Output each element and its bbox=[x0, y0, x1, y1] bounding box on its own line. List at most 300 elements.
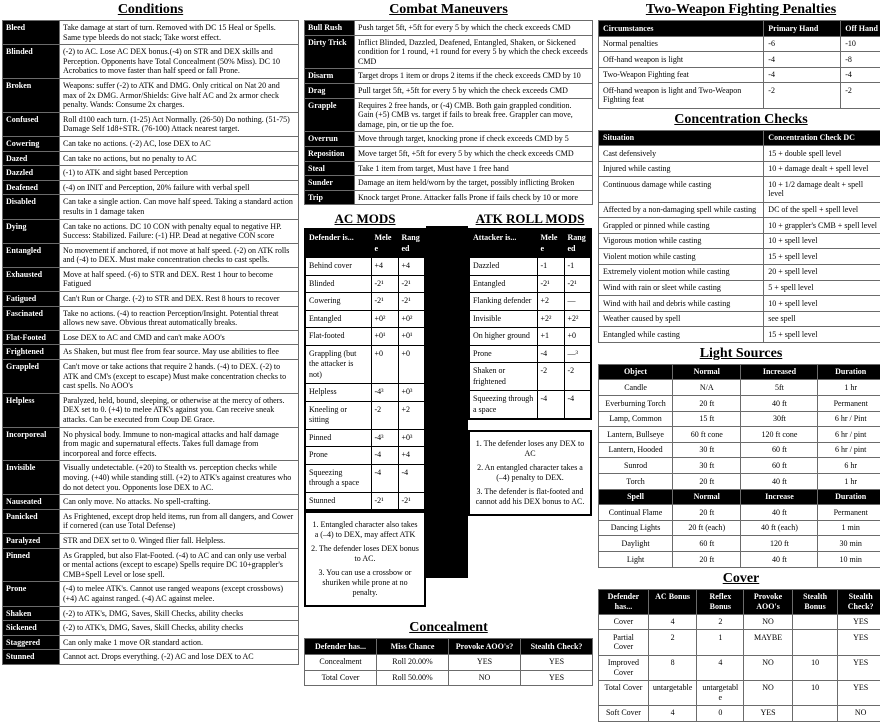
footnote: 2. An entangled character takes a (–4) penalty to DEX. bbox=[474, 463, 586, 483]
maneuver-name: Sunder bbox=[305, 176, 355, 191]
light-normal: 60 ft bbox=[673, 536, 741, 552]
light-normal: N/A bbox=[673, 380, 741, 396]
miss-chance: Roll 20.00% bbox=[377, 654, 449, 670]
melee-mod: -4 bbox=[537, 345, 564, 363]
table-row bbox=[305, 384, 425, 402]
table-row bbox=[599, 474, 880, 490]
header-row bbox=[305, 639, 593, 655]
column-header: Stealth Bonus bbox=[792, 589, 838, 614]
check-dc: 10 + damage dealt + spell level bbox=[764, 161, 880, 177]
ranged-mod: +4 bbox=[398, 447, 425, 465]
situation: Grappled or pinned while casting bbox=[599, 218, 764, 234]
ac-bonus: 4 bbox=[648, 614, 696, 630]
light-normal: 15 ft bbox=[673, 411, 741, 427]
melee-mod: -2¹ bbox=[371, 293, 398, 311]
ranged-mod: — bbox=[564, 293, 591, 311]
provoke-aoo: NO bbox=[744, 655, 792, 680]
column-header: Provoke AOO's bbox=[744, 589, 792, 614]
table-row bbox=[3, 533, 299, 548]
table-row bbox=[469, 258, 591, 276]
table-row bbox=[599, 233, 880, 249]
defender-state: Pinned bbox=[305, 429, 371, 447]
light-increased: 30ft bbox=[741, 411, 818, 427]
check-dc: 10 + spell level bbox=[764, 233, 880, 249]
conditions-section bbox=[2, 2, 299, 722]
stealth-check: YES bbox=[521, 670, 593, 686]
condition-name: Dazed bbox=[3, 151, 60, 166]
light-normal: 30 ft bbox=[673, 442, 741, 458]
column-header: Provoke AOO's? bbox=[449, 639, 521, 655]
light-object: Sunrod bbox=[599, 458, 673, 474]
table-row bbox=[469, 391, 591, 420]
atk-mods-table bbox=[468, 228, 592, 420]
table-row bbox=[599, 146, 880, 162]
check-dc: 10 + 1/2 damage dealt + spell level bbox=[764, 177, 880, 202]
table-row bbox=[3, 621, 299, 636]
condition-desc: (-2) to ATK's, DMG, Saves, Skill Checks, ability checks bbox=[60, 606, 299, 621]
condition-desc: Cannot act. Drops everything. (-2) AC and lose DEX to AC bbox=[60, 650, 299, 665]
table-row bbox=[469, 363, 591, 391]
column-header: Duration bbox=[818, 364, 880, 380]
condition-desc: No movement if anchored, if not move at half speed. (-2) on ATK rolls and (-4) to DEX. Must make concentration checks to cast spells. bbox=[60, 243, 299, 267]
melee-mod: -2 bbox=[537, 363, 564, 391]
column-header: Increase bbox=[741, 489, 818, 505]
situation: Extremely violent motion while casting bbox=[599, 264, 764, 280]
table-row bbox=[3, 151, 299, 166]
condition-desc: (-4) on INIT and Perception, 20% failure with verbal spell bbox=[60, 180, 299, 195]
condition-name: Dying bbox=[3, 219, 60, 243]
light-object: Candle bbox=[599, 380, 673, 396]
light-normal: 60 ft cone bbox=[673, 427, 741, 443]
table-row bbox=[305, 83, 593, 98]
table-row bbox=[599, 202, 880, 218]
maneuver-desc: Move through target, knocking prone if check exceeds CMD by 5 bbox=[355, 132, 593, 147]
table-row bbox=[305, 176, 593, 191]
provoke-aoo: NO bbox=[449, 670, 521, 686]
condition-desc: Move at half speed. (-6) to STR and DEX. Rest 1 hour to become Fatigued bbox=[60, 267, 299, 291]
atk-mods-title: ATK ROLL MODS bbox=[468, 211, 592, 226]
condition-desc: STR and DEX set to 0. Winged flier fall. Helpless. bbox=[60, 533, 299, 548]
condition-desc: (-4) to melee ATK's. Cannot use ranged weapons (except crossbows) (+4) AC against ranged. (-4) AC against melee. bbox=[60, 582, 299, 606]
conditions-table bbox=[2, 20, 299, 665]
ranged-mod: +0 bbox=[564, 328, 591, 346]
light-spell: Continual Flame bbox=[599, 505, 673, 521]
light-spell: Dancing Lights bbox=[599, 520, 673, 536]
column-header: Increased bbox=[741, 364, 818, 380]
primary-hand-penalty: -4 bbox=[764, 52, 841, 68]
condition-name: Broken bbox=[3, 78, 60, 112]
melee-mod: -4³ bbox=[371, 384, 398, 402]
maneuver-name: Disarm bbox=[305, 69, 355, 84]
off-hand-penalty: -2 bbox=[841, 83, 880, 108]
table-row bbox=[599, 536, 880, 552]
condition-name: Fascinated bbox=[3, 306, 60, 330]
table-row bbox=[305, 429, 425, 447]
condition-name: Prone bbox=[3, 582, 60, 606]
primary-hand-penalty: -2 bbox=[764, 83, 841, 108]
check-dc: 10 + spell level bbox=[764, 296, 880, 312]
table-row bbox=[305, 146, 593, 161]
cover-type: Cover bbox=[599, 614, 649, 630]
column-header: AC Bonus bbox=[648, 589, 696, 614]
table-row bbox=[3, 330, 299, 345]
column-header: Object bbox=[599, 364, 673, 380]
condition-name: Panicked bbox=[3, 509, 60, 533]
melee-mod: +4 bbox=[371, 258, 398, 276]
ranged-mod: +0¹ bbox=[398, 328, 425, 346]
table-row bbox=[3, 582, 299, 606]
condition-desc: Weapons: suffer (-2) to ATK and DMG. Only critical on Nat 20 and max of 2x DMG. Armor/Shields: Give half AC and 2x armor check penalty. Wands: Consume 2x charges. bbox=[60, 78, 299, 112]
column-header: Spell bbox=[599, 489, 673, 505]
reflex-bonus: untargetable bbox=[697, 680, 744, 705]
ranged-mod: +0³ bbox=[398, 384, 425, 402]
table-row bbox=[3, 495, 299, 510]
table-row bbox=[599, 218, 880, 234]
defender-state: Grappling (but the attacker is not) bbox=[305, 345, 371, 384]
table-row bbox=[599, 655, 880, 680]
header-row bbox=[599, 364, 880, 380]
column-header: Normal bbox=[673, 489, 741, 505]
light-object: Lamp, Common bbox=[599, 411, 673, 427]
light-increased: 40 ft bbox=[741, 396, 818, 412]
condition-desc: As Grappled, but also Flat-Footed. (-4) to AC and can only use verbal or mental actions (except to escape) Spells require DC 10+grappler's CMB+Spell Level or lose spell. bbox=[60, 548, 299, 582]
maneuver-name: Overrun bbox=[305, 132, 355, 147]
ac-bonus: 2 bbox=[648, 630, 696, 655]
table-row bbox=[305, 190, 593, 205]
middle-section bbox=[304, 2, 593, 722]
off-hand-penalty: -10 bbox=[841, 36, 880, 52]
table-row bbox=[305, 98, 593, 132]
column-header: Miss Chance bbox=[377, 639, 449, 655]
condition-desc: Can take no actions. (-2) AC, lose DEX to AC bbox=[60, 136, 299, 151]
table-row bbox=[305, 654, 593, 670]
melee-mod: +0¹ bbox=[371, 328, 398, 346]
column-header: Melee bbox=[371, 229, 398, 258]
attacker-state: On higher ground bbox=[469, 328, 537, 346]
check-dc: DC of the spell + spell level bbox=[764, 202, 880, 218]
table-row bbox=[3, 166, 299, 181]
atk-mods-footnotes bbox=[468, 430, 592, 516]
table-row bbox=[469, 345, 591, 363]
light-spell: Light bbox=[599, 552, 673, 568]
condition-name: Pinned bbox=[3, 548, 60, 582]
condition-desc: Visually undetectable. (+20) to Stealth vs. perception checks while moving. (+40) while standing still. (+2) to ATK's against creatures who do not detect you. Opponents lose DEX to AC. bbox=[60, 461, 299, 495]
table-row bbox=[599, 36, 880, 52]
ranged-mod: +4 bbox=[398, 258, 425, 276]
concealment-section bbox=[304, 620, 593, 686]
table-row bbox=[469, 275, 591, 293]
table-row bbox=[305, 447, 425, 465]
ac-mods-footnotes bbox=[304, 511, 426, 607]
twf-title: Two-Weapon Fighting Penalties bbox=[598, 2, 880, 18]
condition-desc: Can only make 1 move OR standard action. bbox=[60, 635, 299, 650]
stealth-bonus bbox=[792, 614, 838, 630]
stealth-check: NO bbox=[838, 705, 880, 721]
defender-state: Entangled bbox=[305, 310, 371, 328]
attacker-state: Squeezing through a space bbox=[469, 391, 537, 420]
melee-mod: +2² bbox=[537, 310, 564, 328]
table-row bbox=[3, 136, 299, 151]
light-increased: 60 ft bbox=[741, 442, 818, 458]
table-row bbox=[305, 132, 593, 147]
check-dc: 15 + spell level bbox=[764, 327, 880, 343]
table-row bbox=[305, 328, 425, 346]
situation: Weather caused by spell bbox=[599, 311, 764, 327]
table-row bbox=[305, 293, 425, 311]
table-row bbox=[599, 680, 880, 705]
defender-has: Concealment bbox=[305, 654, 377, 670]
defender-state: Blinded bbox=[305, 275, 371, 293]
light-sources-title: Light Sources bbox=[598, 346, 880, 362]
condition-name: Grappled bbox=[3, 360, 60, 394]
provoke-aoo: YES bbox=[744, 705, 792, 721]
table-row bbox=[599, 552, 880, 568]
condition-desc: Paralyzed, held, bound, sleeping, or otherwise at the mercy of others. DEX set to 0. (+4) to melee ATK's against you. Can receive sneak attacks. Can be executed from Coup DE Grace. bbox=[60, 393, 299, 427]
condition-desc: Can't move or take actions that require 2 hands. (-4) to DEX. (-2) to ATK and CM's (except to escape) Must make concentration checks to cast spells. No AOO's bbox=[60, 360, 299, 394]
condition-name: Shaken bbox=[3, 606, 60, 621]
miss-chance: Roll 50.00% bbox=[377, 670, 449, 686]
cover-type: Soft Cover bbox=[599, 705, 649, 721]
table-row bbox=[599, 630, 880, 655]
provoke-aoo: YES bbox=[449, 654, 521, 670]
condition-name: Helpless bbox=[3, 393, 60, 427]
maneuvers-title: Combat Maneuvers bbox=[304, 2, 593, 18]
circumstance: Normal penalties bbox=[599, 36, 764, 52]
condition-desc: Can only move. No attacks. No spell-crafting. bbox=[60, 495, 299, 510]
maneuver-desc: Target drops 1 item or drops 2 items if the check exceeds CMD by 10 bbox=[355, 69, 593, 84]
condition-name: Fatigued bbox=[3, 292, 60, 307]
condition-name: Nauseated bbox=[3, 495, 60, 510]
condition-name: Cowering bbox=[3, 136, 60, 151]
ranged-mod: +2 bbox=[398, 401, 425, 429]
right-section bbox=[598, 2, 880, 722]
column-header: Concentration Check DC bbox=[764, 130, 880, 146]
condition-desc: (-1) to ATK and sight based Perception bbox=[60, 166, 299, 181]
table-row bbox=[599, 67, 880, 83]
light-duration: 1 hr bbox=[818, 380, 880, 396]
condition-name: Dazzled bbox=[3, 166, 60, 181]
light-normal: 20 ft bbox=[673, 552, 741, 568]
maneuver-desc: Requires 2 free hands, or (-4) CMB. Both gain grappled condition. Gain (+5) CMB vs. target if fails to break free. Grappler can move, damage, pin, or tie up the foe. bbox=[355, 98, 593, 132]
reflex-bonus: 4 bbox=[697, 655, 744, 680]
condition-name: Blinded bbox=[3, 45, 60, 79]
ac-mods-section bbox=[304, 207, 426, 607]
situation: Wind with hail and debris while casting bbox=[599, 296, 764, 312]
stealth-bonus: 10 bbox=[792, 680, 838, 705]
light-normal: 20 ft bbox=[673, 474, 741, 490]
situation: Cast defensively bbox=[599, 146, 764, 162]
column-header: Situation bbox=[599, 130, 764, 146]
table-row bbox=[3, 548, 299, 582]
table-row bbox=[305, 464, 425, 492]
maneuver-name: Trip bbox=[305, 190, 355, 205]
stealth-check: YES bbox=[521, 654, 593, 670]
header-row bbox=[599, 489, 880, 505]
light-duration: 6 hr / pint bbox=[818, 427, 880, 443]
cover-title: Cover bbox=[598, 571, 880, 587]
twf-table bbox=[598, 20, 880, 109]
table-row bbox=[599, 505, 880, 521]
table-row bbox=[599, 520, 880, 536]
table-row bbox=[3, 195, 299, 219]
maneuver-desc: Damage an item held/worn by the target, possibly inflicting Broken bbox=[355, 176, 593, 191]
light-duration: 6 hr / pint bbox=[818, 442, 880, 458]
column-header: Ranged bbox=[564, 229, 591, 258]
table-row bbox=[3, 306, 299, 330]
column-header: Off Hand bbox=[841, 21, 880, 37]
attacker-state: Entangled bbox=[469, 275, 537, 293]
ranged-mod: -4 bbox=[564, 391, 591, 420]
ranged-mod: -2 bbox=[564, 363, 591, 391]
condition-name: Bleed bbox=[3, 21, 60, 45]
table-row bbox=[305, 275, 425, 293]
table-row bbox=[3, 427, 299, 461]
melee-mod: -4 bbox=[371, 447, 398, 465]
check-dc: 10 + grappler's CMB + spell level bbox=[764, 218, 880, 234]
condition-name: Staggered bbox=[3, 635, 60, 650]
ac-mods-table bbox=[304, 228, 426, 511]
table-row bbox=[3, 45, 299, 79]
condition-desc: No physical body. Immune to non-magical attacks and half damage from magic and supernatural effects. Takes full damage from incorporeal and force effects. bbox=[60, 427, 299, 461]
column-header: Normal bbox=[673, 364, 741, 380]
table-row bbox=[599, 83, 880, 108]
stealth-check: YES bbox=[838, 655, 880, 680]
table-row bbox=[3, 21, 299, 45]
light-duration: 6 hr bbox=[818, 458, 880, 474]
condition-desc: (-2) to ATK's, DMG, Saves, Skill Checks, ability checks bbox=[60, 621, 299, 636]
maneuver-name: Grapple bbox=[305, 98, 355, 132]
melee-mod: -2¹ bbox=[537, 275, 564, 293]
melee-mod: -1 bbox=[537, 258, 564, 276]
stealth-check: YES bbox=[838, 614, 880, 630]
column-header: Defender has... bbox=[305, 639, 377, 655]
column-header: Stealth Check? bbox=[521, 639, 593, 655]
table-row bbox=[305, 345, 425, 384]
light-increased: 5ft bbox=[741, 380, 818, 396]
condition-desc: Can't Run or Charge. (-2) to STR and DEX. Rest 8 hours to recover bbox=[60, 292, 299, 307]
light-increase: 40 ft bbox=[741, 552, 818, 568]
table-row bbox=[599, 327, 880, 343]
ranged-mod: -2¹ bbox=[564, 275, 591, 293]
melee-mod: -2 bbox=[371, 401, 398, 429]
light-increased: 40 ft bbox=[741, 474, 818, 490]
header-row bbox=[469, 229, 591, 258]
defender-state: Stunned bbox=[305, 492, 371, 510]
footnote: 3. The defender is flat-footed and cannot add his DEX bonus to AC. bbox=[474, 487, 586, 507]
stealth-bonus: 10 bbox=[792, 655, 838, 680]
check-dc: 15 + spell level bbox=[764, 249, 880, 265]
footnote: 1. Entangled character also takes a (–4) to DEX, may affect ATK bbox=[310, 520, 420, 540]
table-row bbox=[305, 492, 425, 510]
maneuver-desc: Pull target 5ft, +5ft for every 5 by which the check exceeds CMD bbox=[355, 83, 593, 98]
table-row bbox=[599, 458, 880, 474]
footnote: 2. The defender loses DEX bonus to AC. bbox=[310, 544, 420, 564]
light-duration: 1 hr bbox=[818, 474, 880, 490]
column-header: Attacker is... bbox=[469, 229, 537, 258]
maneuver-desc: Push target 5ft, +5ft for every 5 by which the check exceeds CMD bbox=[355, 21, 593, 36]
defender-state: Prone bbox=[305, 447, 371, 465]
ranged-mod: -2¹ bbox=[398, 275, 425, 293]
concealment-table bbox=[304, 638, 593, 686]
maneuver-name: Steal bbox=[305, 161, 355, 176]
off-hand-penalty: -8 bbox=[841, 52, 880, 68]
table-row bbox=[3, 509, 299, 533]
light-normal: 20 ft bbox=[673, 396, 741, 412]
table-row bbox=[469, 328, 591, 346]
table-row bbox=[599, 427, 880, 443]
table-row bbox=[305, 69, 593, 84]
table-row bbox=[305, 161, 593, 176]
primary-hand-penalty: -6 bbox=[764, 36, 841, 52]
circumstance: Off-hand weapon is light bbox=[599, 52, 764, 68]
melee-mod: -2¹ bbox=[371, 492, 398, 510]
table-row bbox=[599, 264, 880, 280]
ranged-mod: —³ bbox=[564, 345, 591, 363]
footnote: 3. You can use a crossbow or shuriken while prone at no penalty. bbox=[310, 568, 420, 598]
condition-desc: Take damage at start of turn. Removed with DC 15 Heal or Spells. Same type bleeds do not stack; Take worst effect. bbox=[60, 21, 299, 45]
table-row bbox=[599, 411, 880, 427]
maneuver-desc: Inflict Blinded, Dazzled, Deafened, Entangled, Shaken, or Sickened condition for 1 round, +1 round for every 5 by which the check exceeds CMD bbox=[355, 35, 593, 69]
situation: Injured while casting bbox=[599, 161, 764, 177]
table-row bbox=[599, 52, 880, 68]
maneuver-desc: Knock target Prone. Attacker falls Prone if fails check by 10 or more bbox=[355, 190, 593, 205]
column-header: Defender is... bbox=[305, 229, 371, 258]
condition-desc: Can take a single action. Can move half speed. Taking a standard action results in 1 damage taken bbox=[60, 195, 299, 219]
ranged-mod: -2¹ bbox=[398, 293, 425, 311]
table-row bbox=[3, 650, 299, 665]
light-increased: 120 ft cone bbox=[741, 427, 818, 443]
situation: Wind with rain or sleet while casting bbox=[599, 280, 764, 296]
condition-name: Flat-Footed bbox=[3, 330, 60, 345]
maneuver-desc: Take 1 item from target, Must have 1 free hand bbox=[355, 161, 593, 176]
concentration-title: Concentration Checks bbox=[598, 112, 880, 128]
check-dc: see spell bbox=[764, 311, 880, 327]
ranged-mod: +0² bbox=[398, 310, 425, 328]
light-increase: 40 ft (each) bbox=[741, 520, 818, 536]
cover-table bbox=[598, 589, 880, 722]
light-duration: 10 min bbox=[818, 552, 880, 568]
light-normal: 20 ft bbox=[673, 505, 741, 521]
table-row bbox=[3, 606, 299, 621]
ranged-mod: -1 bbox=[564, 258, 591, 276]
table-row bbox=[3, 243, 299, 267]
ac-bonus: 4 bbox=[648, 705, 696, 721]
attacker-state: Invisible bbox=[469, 310, 537, 328]
maneuver-name: Dirty Trick bbox=[305, 35, 355, 69]
defender-state: Helpless bbox=[305, 384, 371, 402]
melee-mod: +0² bbox=[371, 310, 398, 328]
table-row bbox=[599, 249, 880, 265]
light-normal: 20 ft (each) bbox=[673, 520, 741, 536]
situation: Vigorous motion while casting bbox=[599, 233, 764, 249]
table-row bbox=[3, 635, 299, 650]
condition-name: Confused bbox=[3, 112, 60, 136]
light-normal: 30 ft bbox=[673, 458, 741, 474]
provoke-aoo: MAYBE bbox=[744, 630, 792, 655]
maneuver-name: Reposition bbox=[305, 146, 355, 161]
attacker-state: Shaken or frightened bbox=[469, 363, 537, 391]
condition-name: Incorporeal bbox=[3, 427, 60, 461]
light-increase: 120 ft bbox=[741, 536, 818, 552]
table-row bbox=[305, 35, 593, 69]
header-row bbox=[599, 589, 880, 614]
off-hand-penalty: -4 bbox=[841, 67, 880, 83]
table-row bbox=[3, 78, 299, 112]
defender-state: Cowering bbox=[305, 293, 371, 311]
defender-state: Flat-footed bbox=[305, 328, 371, 346]
defender-state: Squeezing through a space bbox=[305, 464, 371, 492]
mods-block bbox=[304, 207, 593, 607]
